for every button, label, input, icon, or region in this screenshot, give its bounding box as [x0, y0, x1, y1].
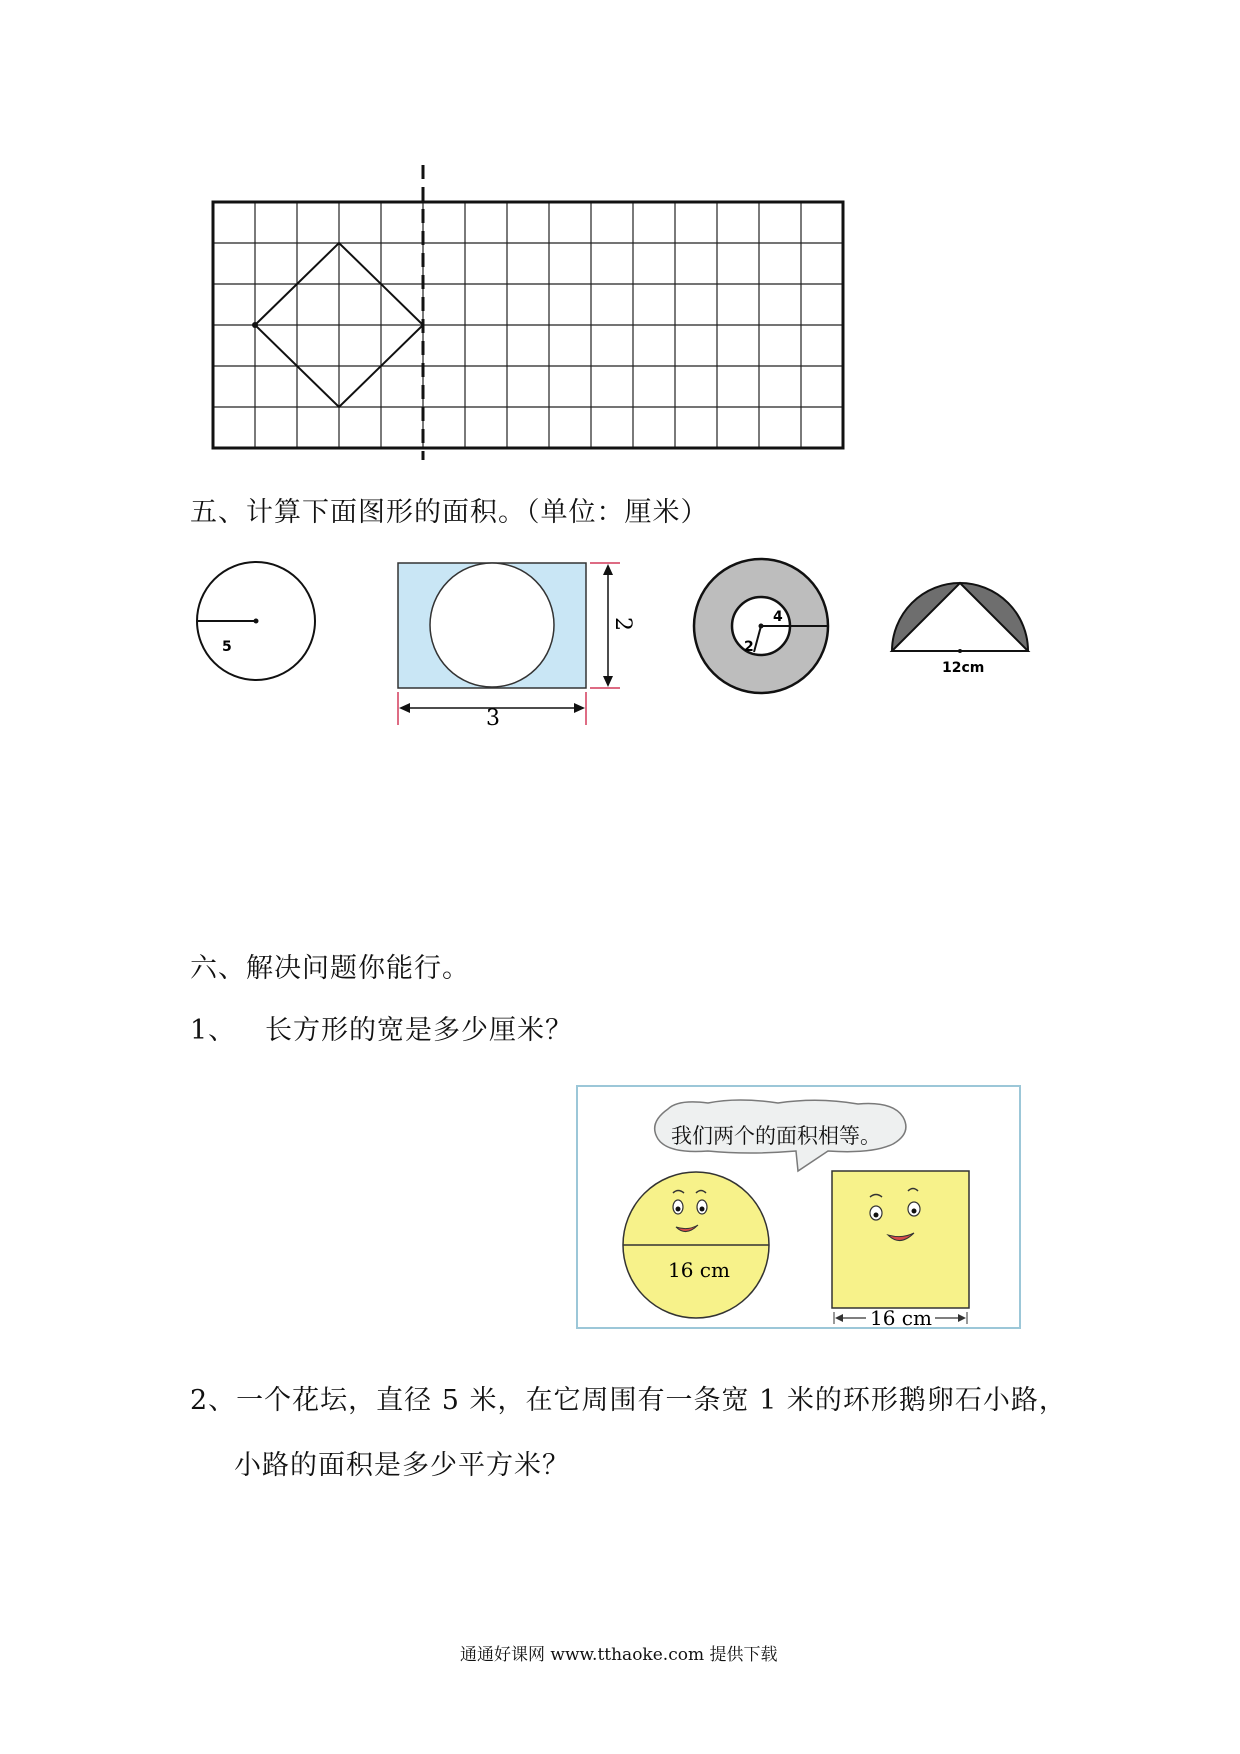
q1-illustration-panel	[576, 1085, 1021, 1329]
diamond-vertex-dot	[252, 322, 258, 328]
q1-number: 1、	[190, 1015, 237, 1046]
fig4-base-label: 12cm	[942, 660, 985, 676]
fig3-ring	[690, 555, 835, 700]
fig1-radius-label: 5	[222, 639, 232, 655]
grid-lines	[213, 202, 843, 448]
fig3-outer-label: 4	[773, 609, 783, 625]
fig2-rect-circle	[390, 555, 640, 735]
speech-bubble-text: 我们两个的面积相等。	[671, 1124, 881, 1148]
square-side-label: 16 cm	[870, 1306, 932, 1327]
q2-line2: 小路的面积是多少平方米？	[234, 1450, 570, 1481]
fig3-inner-label: 2	[744, 639, 754, 655]
fig2-height-label: 2	[610, 617, 635, 631]
section5-title: 五、计算下面图形的面积。（单位：厘米）	[190, 497, 709, 528]
fig2-width-label: 3	[486, 706, 500, 731]
circle-diameter-label: 16 cm	[668, 1258, 730, 1282]
grid-figure	[200, 160, 850, 460]
fig1-circle	[190, 555, 330, 690]
section6-title: 六、解决问题你能行。	[190, 953, 470, 984]
circle-face	[616, 1165, 781, 1330]
q2-line1: 2、一个花坛，直径 5 米，在它周围有一条宽 1 米的环形鹅卵石小路，	[190, 1385, 1067, 1416]
square-face	[828, 1167, 978, 1327]
fig4-semicircle	[885, 565, 1035, 680]
q1-text: 长方形的宽是多少厘米？	[265, 1015, 573, 1046]
fig2-inner-circle	[430, 563, 554, 687]
footer-text: 通通好课网 www.tthaoke.com 提供下载	[460, 1645, 778, 1665]
